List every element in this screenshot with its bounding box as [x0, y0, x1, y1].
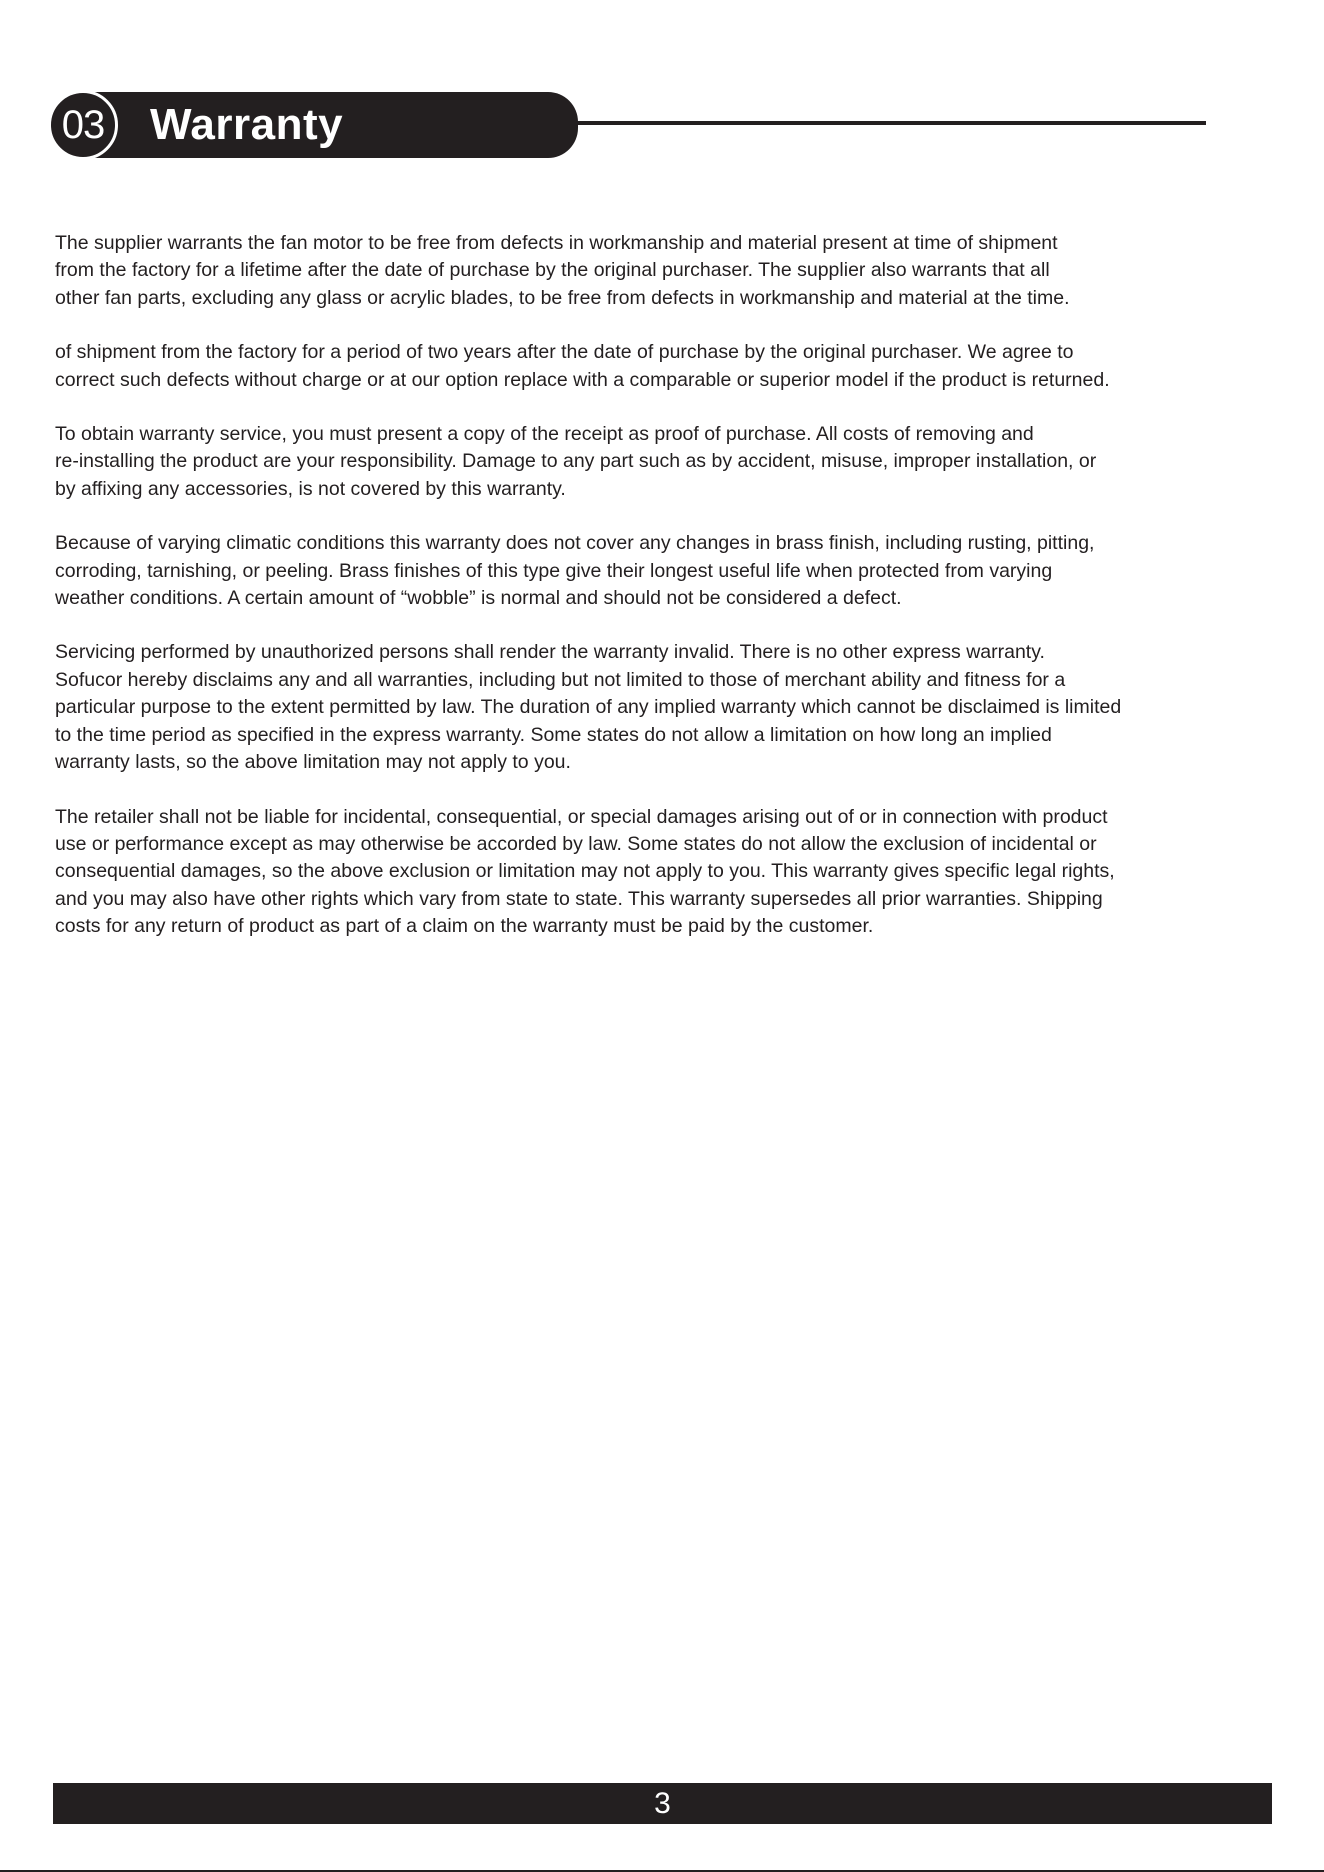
text-line: particular purpose to the extent permitted by law. The duration of any implied warranty which cannot be disclaimed is limited: [55, 696, 1122, 719]
text-line: The supplier warrants the fan motor to be free from defects in workmanship and material present at time of shipment: [55, 232, 1058, 254]
text-line: The retailer shall not be liable for incidental, consequential, or special damages arising out of or in connection with product: [55, 805, 1108, 828]
text-line: costs for any return of product as part of a claim on the warranty must be paid by the customer.: [55, 915, 874, 938]
text-line: of shipment from the factory for a period of two years after the date of purchase by the original purchaser. We agree to: [55, 341, 1074, 364]
page-number: 3: [654, 1786, 671, 1820]
warranty-text: [55, 230, 1270, 968]
paragraph-1: [55, 230, 1270, 312]
text-line: and you may also have other rights which vary from state to state. This warranty supersedes all prior warranties. Shipping: [55, 887, 1103, 910]
text-line: correct such defects without charge or at our option replace with a comparable or superior model if the product is returned.: [55, 368, 1110, 391]
text-line: to the time period as specified in the express warranty. Some states do not allow a limitation on how long an implied: [55, 723, 1052, 746]
text-line: To obtain warranty service, you must present a copy of the receipt as proof of purchase. All costs of removing and: [55, 423, 1034, 446]
paragraph-2: [55, 339, 1270, 394]
section-title: Warranty: [150, 100, 344, 149]
paragraph-5: [55, 639, 1270, 776]
header-rule: [576, 121, 1206, 125]
text-line: Because of varying climatic conditions this warranty does not cover any changes in brass finish, including rusting, pitting,: [55, 532, 1095, 555]
text-line: weather conditions. A certain amount of “wobble” is normal and should not be considered a defect.: [55, 587, 902, 610]
text-line: from the factory for a lifetime after the date of purchase by the original purchaser. The supplier also warrants that all: [55, 259, 1050, 282]
paragraph-3: [55, 421, 1270, 503]
text-line: corroding, tarnishing, or peeling. Brass finishes of this type give their longest useful life when protected from varying: [55, 559, 1053, 582]
text-line: by affixing any accessories, is not covered by this warranty.: [55, 477, 566, 500]
text-line: warranty lasts, so the above limitation may not apply to you.: [55, 751, 571, 774]
section-number-badge: 03: [48, 90, 118, 160]
text-line: re-installing the product are your responsibility. Damage to any part such as by accident, misuse, improper installation, or: [55, 450, 1097, 473]
paragraph-6: [55, 804, 1270, 941]
section-header: [48, 92, 578, 158]
page-footer: [53, 1783, 1272, 1824]
text-line: consequential damages, so the above exclusion or limitation may not apply to you. This warranty gives specific legal rights,: [55, 860, 1115, 883]
text-line: use or performance except as may otherwise be accorded by law. Some states do not allow the exclusion of incidental or: [55, 832, 1097, 855]
paragraph-4: [55, 530, 1270, 612]
text-line: Servicing performed by unauthorized persons shall render the warranty invalid. There is no other express warranty.: [55, 641, 1045, 664]
text-line: Sofucor hereby disclaims any and all warranties, including but not limited to those of merchant ability and fitness for a: [55, 668, 1066, 691]
text-line: other fan parts, excluding any glass or acrylic blades, to be free from defects in workmanship and material at the time.: [55, 286, 1070, 309]
